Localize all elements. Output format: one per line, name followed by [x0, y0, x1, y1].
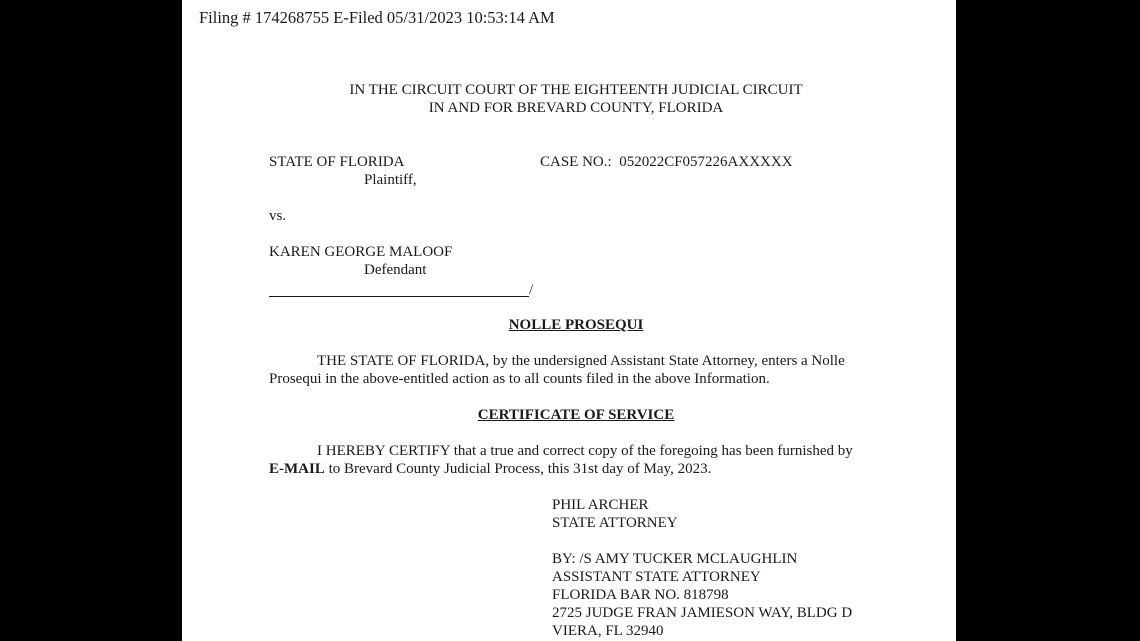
plaintiff-role: Plaintiff, — [364, 172, 417, 188]
case-number — [540, 153, 793, 171]
court-heading-line2: IN AND FOR BREVARD COUNTY, FLORIDA — [428, 100, 724, 116]
defendant-name: KAREN GEORGE MALOOF — [269, 244, 453, 260]
signature-title: STATE ATTORNEY — [552, 515, 678, 531]
court-heading-line1: IN THE CIRCUIT COURT OF THE EIGHTEENTH JUDICIAL CIRCUIT — [349, 82, 803, 98]
filing-stamp: Filing # 174268755 E-Filed 05/31/2023 10:53:14 AM — [199, 8, 555, 27]
plaintiff-name: STATE OF FLORIDA — [269, 154, 405, 170]
signature-address1: 2725 JUDGE FRAN JAMIESON WAY, BLDG D — [552, 605, 853, 621]
certificate-paragraph-line1: I HEREBY CERTIFY that a true and correct copy of the foregoing has been furnished by — [317, 443, 853, 459]
defendant-role: Defendant — [364, 262, 427, 278]
signature-name: PHIL ARCHER — [552, 497, 649, 513]
document-page — [182, 0, 956, 641]
nolle-paragraph-line1: THE STATE OF FLORIDA, by the undersigned Assistant State Attorney, enters a Nolle — [317, 353, 845, 369]
nolle-paragraph-line2: Prosequi in the above-entitled action as to all counts filed in the above Information. — [269, 371, 770, 387]
caption-rule — [269, 296, 529, 297]
certificate-paragraph-line2 — [269, 460, 711, 478]
certificate-title: CERTIFICATE OF SERVICE — [477, 407, 675, 423]
certificate-paragraph-rest: to Brevard County Judicial Process, this 31st day of May, 2023. — [324, 461, 712, 477]
caption-slash: / — [529, 282, 534, 298]
case-number-label: CASE NO.: — [540, 154, 612, 170]
case-number-value: 052022CF057226AXXXXX — [619, 154, 793, 170]
signature-asst-title: ASSISTANT STATE ATTORNEY — [552, 569, 761, 585]
nolle-prosequi-title: NOLLE PROSEQUI — [508, 317, 644, 333]
signature-bar-no: FLORIDA BAR NO. 818798 — [552, 587, 729, 603]
signature-address2: VIERA, FL 32940 — [552, 623, 664, 639]
versus: vs. — [269, 208, 287, 224]
signature-by-line: BY: /S AMY TUCKER MCLAUGHLIN — [552, 551, 798, 567]
email-bold: E-MAIL — [269, 461, 325, 477]
